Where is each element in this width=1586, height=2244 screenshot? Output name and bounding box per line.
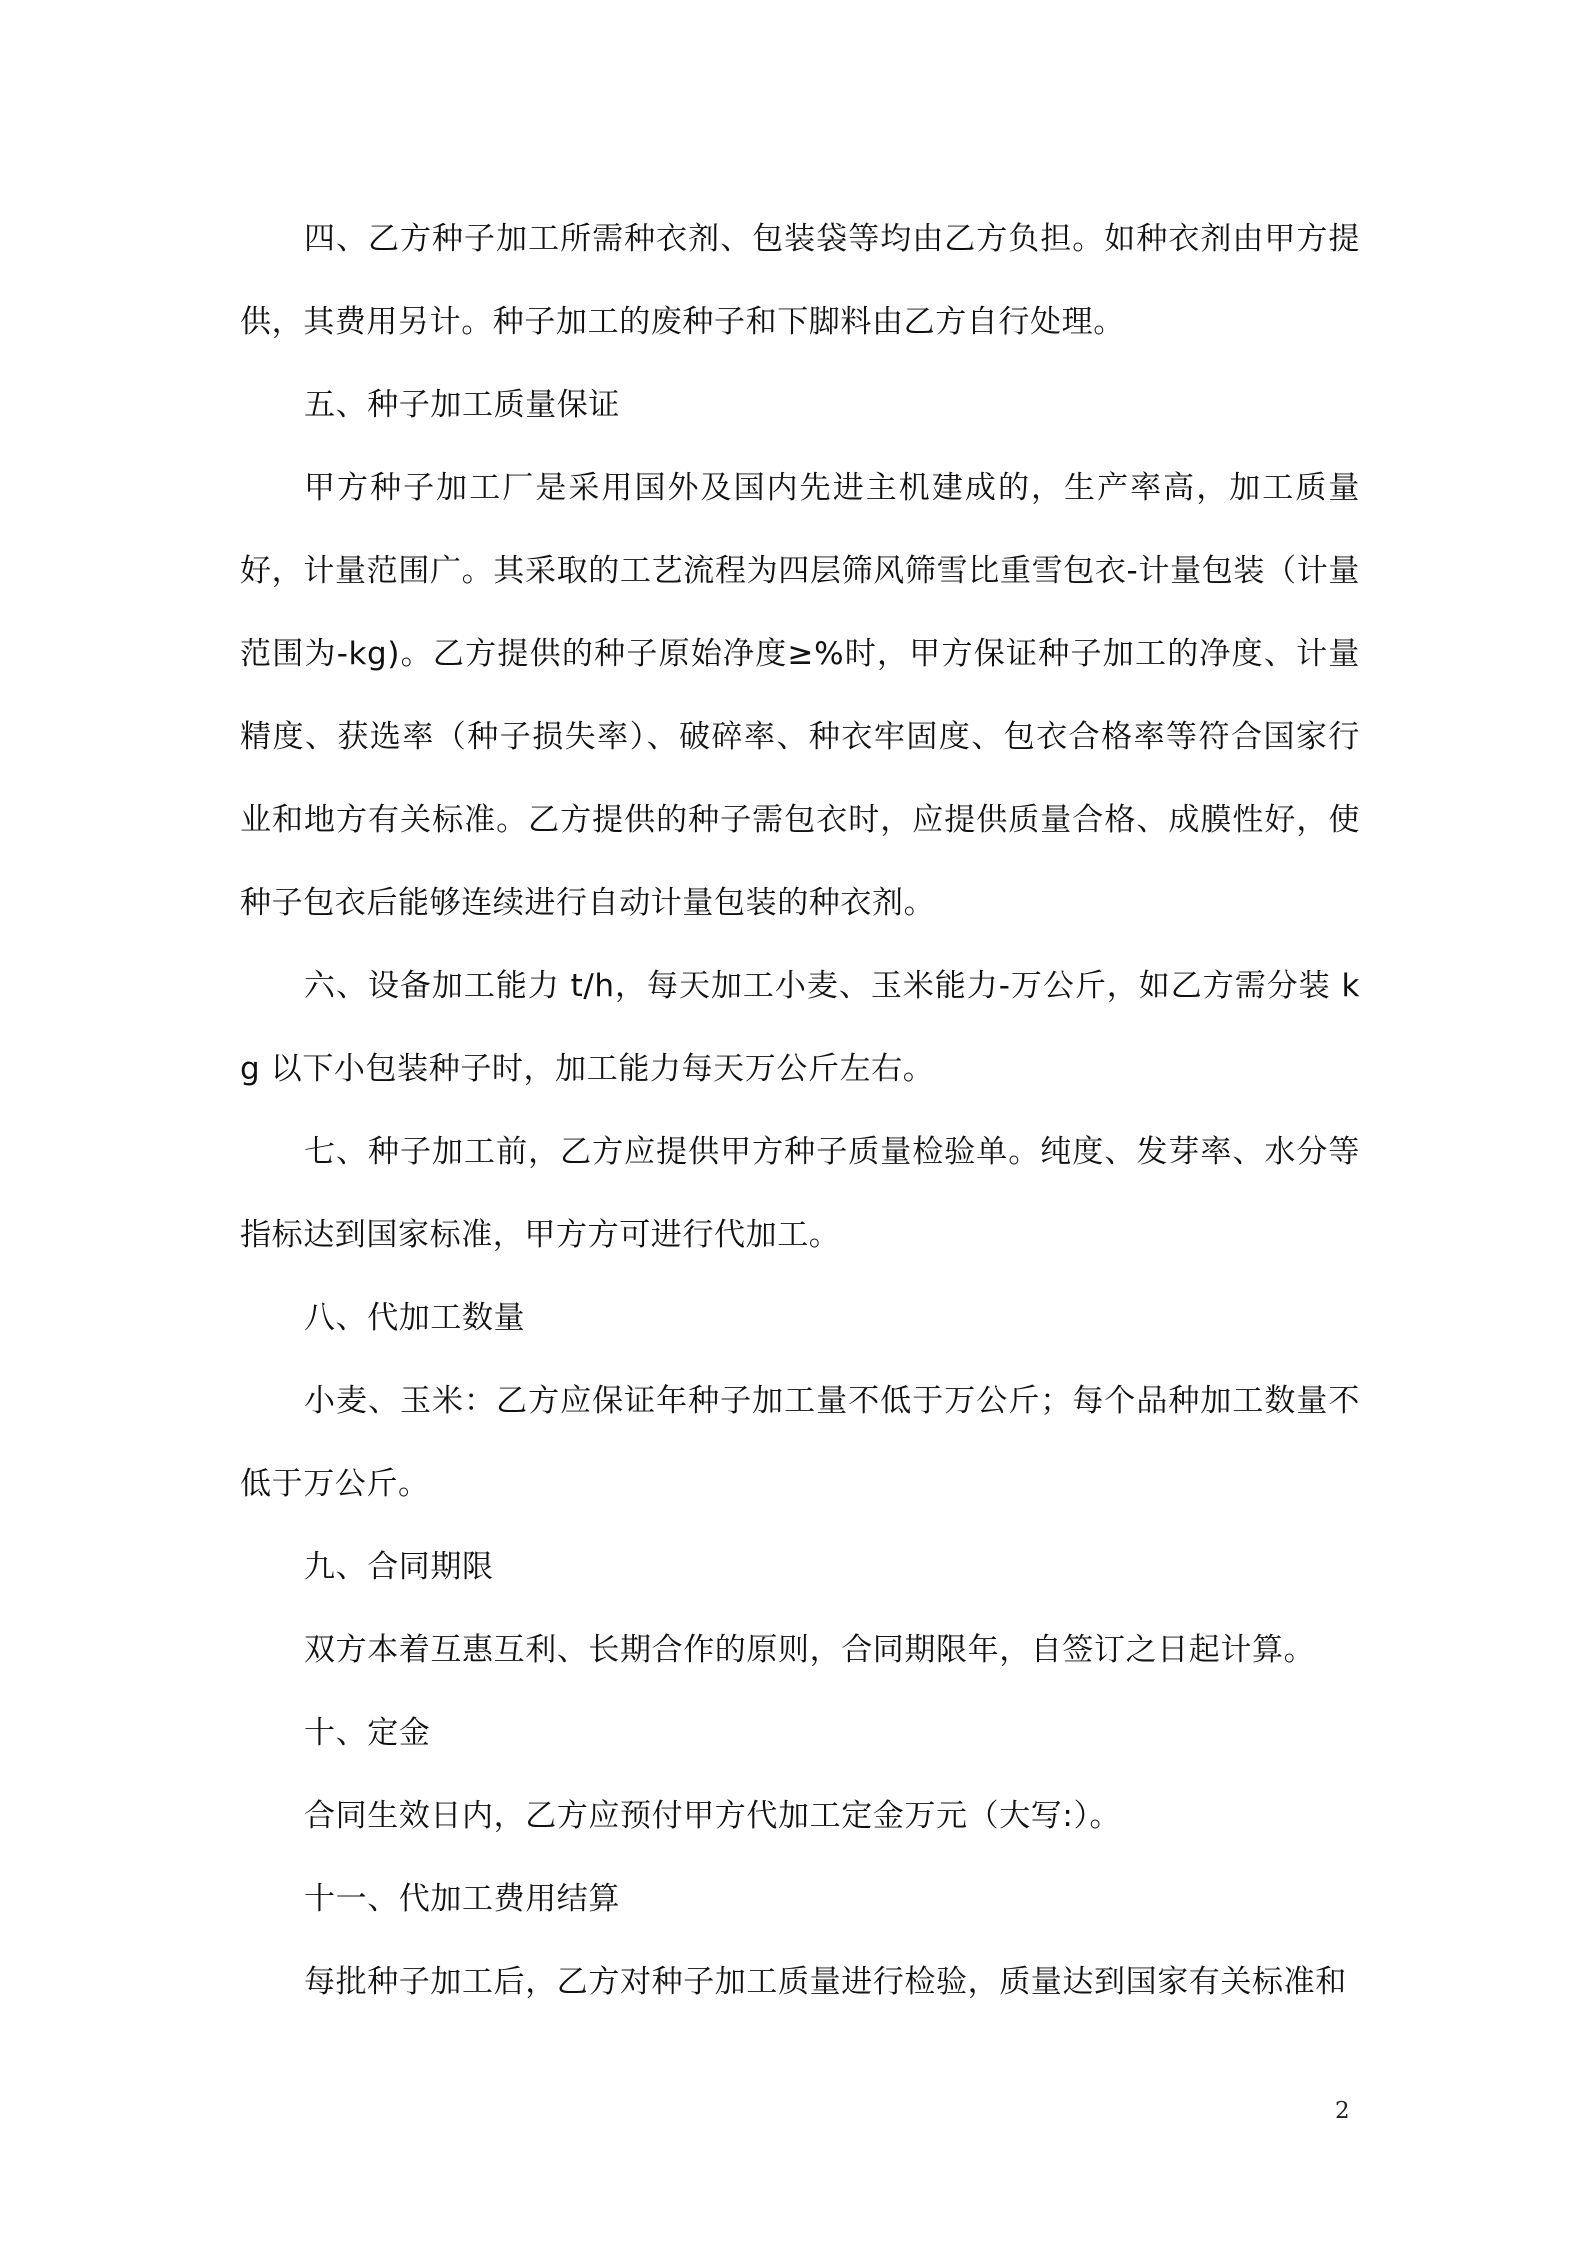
document-body bbox=[240, 198, 1360, 2024]
clause-8-heading: 八、代加工数量 bbox=[304, 1300, 526, 1336]
clause-10-paragraph: 合同生效日内，乙方应预付甲方代加工定金万元（大写:）。 bbox=[304, 1798, 1122, 1834]
page-number: 2 bbox=[1335, 2098, 1350, 2124]
clause-9-heading: 九、合同期限 bbox=[304, 1549, 494, 1585]
clause-4-paragraph: 四、乙方种子加工所需种衣剂、包装袋等均由乙方负担。如种衣剂由甲方提供，其费用另计。种子加工的废种子和下脚料由乙方自行处理。 bbox=[240, 221, 1360, 340]
clause-5-heading: 五、种子加工质量保证 bbox=[304, 387, 620, 423]
clause-5-paragraph: 甲方种子加工厂是采用国外及国内先进主机建成的，生产率高，加工质量好，计量范围广。其采取的工艺流程为四层筛风筛雪比重雪包衣-计量包装（计量范围为-kg)。乙方提供的种子原始净度≥%时，甲方保证种子加工的净度、计量精度、获选率（种子损失率）、破碎率、种衣牢固度、包衣合格率等符合国家行业和地方有关标准。乙方提供的种子需包衣时，应提供质量合格、成膜性好，使种子包衣后能够连续进行自动计量包装的种衣剂。 bbox=[240, 470, 1360, 921]
clause-11-paragraph: 每批种子加工后，乙方对种子加工质量进行检验，质量达到国家有关标准和 bbox=[304, 1964, 1347, 2000]
clause-11-heading: 十一、代加工费用结算 bbox=[304, 1881, 620, 1917]
clause-10-heading: 十、定金 bbox=[304, 1715, 431, 1751]
clause-8-paragraph: 小麦、玉米：乙方应保证年种子加工量不低于万公斤；每个品种加工数量不低于万公斤。 bbox=[240, 1383, 1360, 1502]
clause-6-paragraph: 六、设备加工能力 t/h，每天加工小麦、玉米能力-万公斤，如乙方需分装 kg 以下小包装种子时，加工能力每天万公斤左右。 bbox=[240, 968, 1360, 1087]
clause-7-paragraph: 七、种子加工前，乙方应提供甲方种子质量检验单。纯度、发芽率、水分等指标达到国家标准，甲方方可进行代加工。 bbox=[240, 1134, 1360, 1253]
clause-9-paragraph: 双方本着互惠互利、长期合作的原则，合同期限年，自签订之日起计算。 bbox=[304, 1632, 1316, 1668]
